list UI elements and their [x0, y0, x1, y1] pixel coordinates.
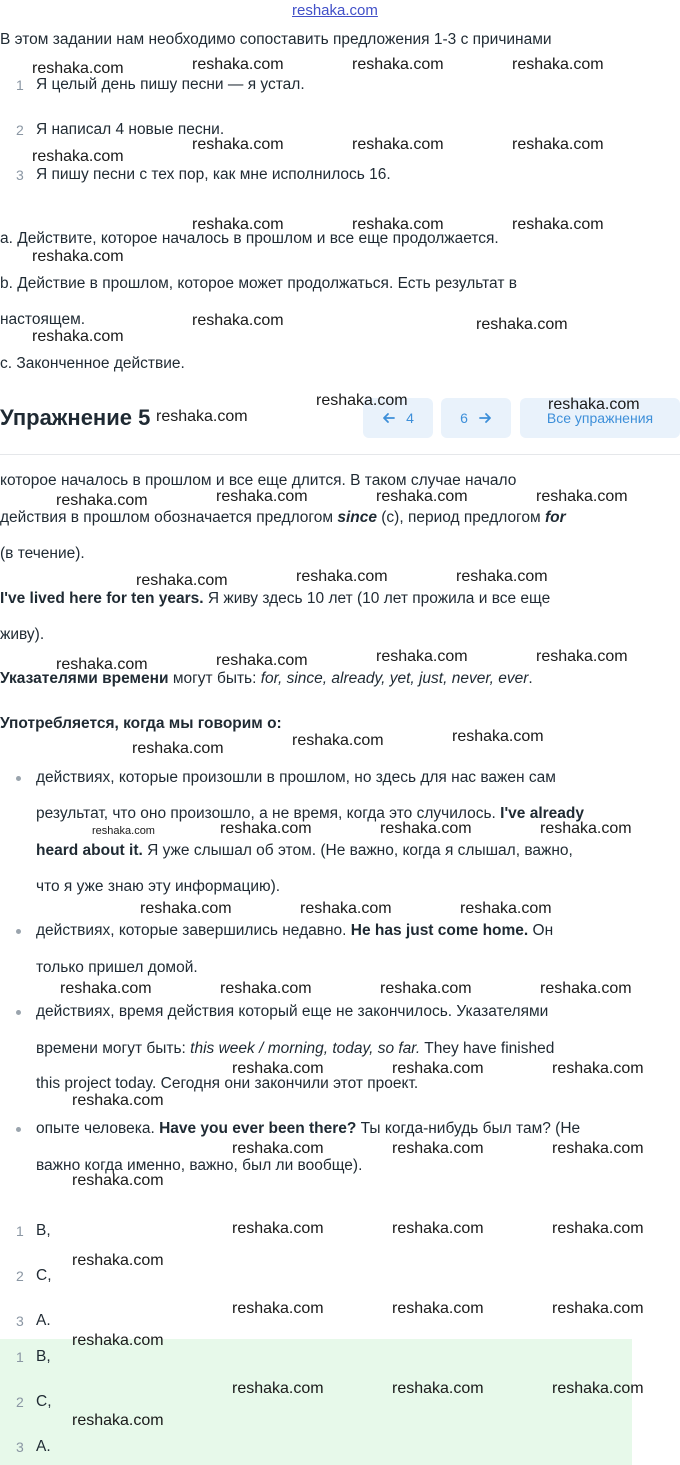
watermark: reshaka.com [192, 312, 284, 329]
theory-text: (в течение). [0, 545, 85, 562]
watermark: reshaka.com [192, 216, 284, 233]
bullet-text: важно когда именно, важно, был ли вообще). [36, 1157, 363, 1174]
watermark: reshaka.com [512, 56, 604, 73]
sentence-text: Я целый день пишу песни — я устал. [36, 76, 305, 93]
sentence-text: Я пишу песни с тех пор, как мне исполнилось 16. [36, 166, 391, 183]
bullet-text: только пришел домой. [36, 959, 198, 976]
watermark: reshaka.com [380, 980, 472, 997]
watermark: reshaka.com [300, 900, 392, 917]
watermark: reshaka.com [136, 572, 228, 589]
watermark: reshaka.com [72, 1252, 164, 1269]
bullet-text: опыте человека. Have you ever been there? Ты когда-нибудь был там? (Не [36, 1120, 581, 1137]
watermark: reshaka.com [316, 392, 408, 409]
watermark: reshaka.com [548, 396, 640, 413]
answer-text: A. [36, 1438, 51, 1455]
watermark: reshaka.com [32, 328, 124, 345]
answer-text: C, [36, 1393, 52, 1410]
watermark: reshaka.com [540, 980, 632, 997]
watermark: reshaka.com [232, 1380, 324, 1397]
reason-b: b. Действие в прошлом, которое может продолжаться. Есть результат в [0, 275, 517, 292]
theory-text: действия в прошлом обозначается предлогом since (с), период предлогом for [0, 509, 566, 526]
watermark: reshaka.com [72, 1172, 164, 1189]
watermark: reshaka.com [192, 56, 284, 73]
bullet-dot [16, 776, 21, 781]
sentence-text: Я написал 4 новые песни. [36, 121, 225, 138]
watermark: reshaka.com [140, 900, 232, 917]
watermark: reshaka.com [192, 136, 284, 153]
arrow-left-icon [382, 411, 396, 425]
bullet-text: heard about it. Я уже слышал об этом. (Не важно, когда я слышал, важно, [36, 842, 573, 859]
watermark: reshaka.com [536, 648, 628, 665]
watermark: reshaka.com [380, 820, 472, 837]
prev-exercise-label: 4 [406, 410, 414, 426]
watermark: reshaka.com [352, 136, 444, 153]
watermark: reshaka.com [552, 1380, 644, 1397]
watermark: reshaka.com [460, 900, 552, 917]
next-exercise-button[interactable] [441, 398, 511, 438]
answer-text: A. [36, 1312, 51, 1329]
exercise-title: Упражнение 5 [0, 405, 151, 430]
answer-text: B, [36, 1348, 51, 1365]
answer-highlight-box [0, 1339, 632, 1465]
watermark: reshaka.com [232, 1300, 324, 1317]
watermark: reshaka.com [32, 60, 124, 77]
answer-number: 3 [16, 1439, 24, 1455]
bullet-text: что я уже знаю эту информацию). [36, 878, 281, 895]
bullet-text: действиях, которые завершились недавно. He has just come home. Он [36, 922, 554, 939]
site-logo[interactable]: reshaka.com [292, 2, 378, 19]
reason-c: c. Законченное действие. [0, 355, 185, 372]
sentence-number: 3 [16, 167, 24, 183]
time-markers: Указателями времени могут быть: for, since, already, yet, just, never, ever. [0, 670, 533, 687]
watermark: reshaka.com [232, 1140, 324, 1157]
watermark: reshaka.com [476, 316, 568, 333]
watermark: reshaka.com [392, 1060, 484, 1077]
bullet-text: времени могут быть: this week / morning, today, so far. They have finished [36, 1040, 555, 1057]
watermark: reshaka.com [376, 488, 468, 505]
reason-a: a. Действите, которое началось в прошлом и все еще продолжается. [0, 230, 499, 247]
watermark: reshaka.com [92, 825, 155, 837]
watermark: reshaka.com [352, 216, 444, 233]
watermark: reshaka.com [216, 652, 308, 669]
watermark: reshaka.com [216, 488, 308, 505]
watermark: reshaka.com [456, 568, 548, 585]
watermark: reshaka.com [540, 820, 632, 837]
watermark: reshaka.com [512, 136, 604, 153]
bullet-text: действиях, время действия который еще не закончилось. Указателями [36, 1003, 549, 1020]
watermark: reshaka.com [156, 408, 248, 425]
watermark: reshaka.com [32, 248, 124, 265]
watermark: reshaka.com [392, 1220, 484, 1237]
answer-number: 1 [16, 1223, 24, 1239]
watermark: reshaka.com [72, 1332, 164, 1349]
reason-b-continued: настоящем. [0, 311, 86, 328]
watermark: reshaka.com [376, 648, 468, 665]
watermark: reshaka.com [220, 980, 312, 997]
watermark: reshaka.com [352, 56, 444, 73]
watermark: reshaka.com [72, 1092, 164, 1109]
answer-text: C, [36, 1267, 52, 1284]
watermark: reshaka.com [392, 1380, 484, 1397]
watermark: reshaka.com [296, 568, 388, 585]
answer-number: 2 [16, 1268, 24, 1284]
answer-number: 2 [16, 1394, 24, 1410]
watermark: reshaka.com [132, 740, 224, 757]
watermark: reshaka.com [56, 492, 148, 509]
answer-text: B, [36, 1222, 51, 1239]
all-exercises-label: Все упражнения [546, 410, 654, 426]
watermark: reshaka.com [552, 1060, 644, 1077]
bullet-dot [16, 1127, 21, 1132]
watermark: reshaka.com [56, 656, 148, 673]
example-sentence: живу). [0, 626, 45, 643]
watermark: reshaka.com [452, 728, 544, 745]
bullet-text: действиях, которые произошли в прошлом, но здесь для нас важен сам [36, 769, 556, 786]
divider [0, 454, 680, 455]
sentence-number: 2 [16, 122, 24, 138]
next-exercise-label: 6 [460, 410, 468, 426]
watermark: reshaka.com [32, 148, 124, 165]
watermark: reshaka.com [552, 1140, 644, 1157]
watermark: reshaka.com [60, 980, 152, 997]
watermark: reshaka.com [392, 1300, 484, 1317]
watermark: reshaka.com [232, 1220, 324, 1237]
bullet-dot [16, 1010, 21, 1015]
watermark: reshaka.com [72, 1412, 164, 1429]
watermark: reshaka.com [512, 216, 604, 233]
watermark: reshaka.com [220, 820, 312, 837]
example-sentence: I've lived here for ten years. Я живу здесь 10 лет (10 лет прожила и все еще [0, 590, 551, 607]
watermark: reshaka.com [552, 1300, 644, 1317]
bullet-text: this project today. Сегодня они закончили этот проект. [36, 1075, 419, 1092]
answer-number: 3 [16, 1313, 24, 1329]
bullet-text: результат, что оно произошло, а не время, когда это случилось. I've already [36, 805, 584, 822]
watermark: reshaka.com [392, 1140, 484, 1157]
answer-number: 1 [16, 1349, 24, 1365]
usage-heading: Употребляется, когда мы говорим о: [0, 715, 282, 732]
bullet-dot [16, 929, 21, 934]
theory-text: которое началось в прошлом и все еще длится. В таком случае начало [0, 472, 517, 489]
watermark: reshaka.com [536, 488, 628, 505]
arrow-right-icon [478, 411, 492, 425]
watermark: reshaka.com [292, 732, 384, 749]
sentence-number: 1 [16, 77, 24, 93]
task-intro: В этом задании нам необходимо сопоставить предложения 1-3 с причинами [0, 31, 552, 48]
watermark: reshaka.com [552, 1220, 644, 1237]
watermark: reshaka.com [232, 1060, 324, 1077]
